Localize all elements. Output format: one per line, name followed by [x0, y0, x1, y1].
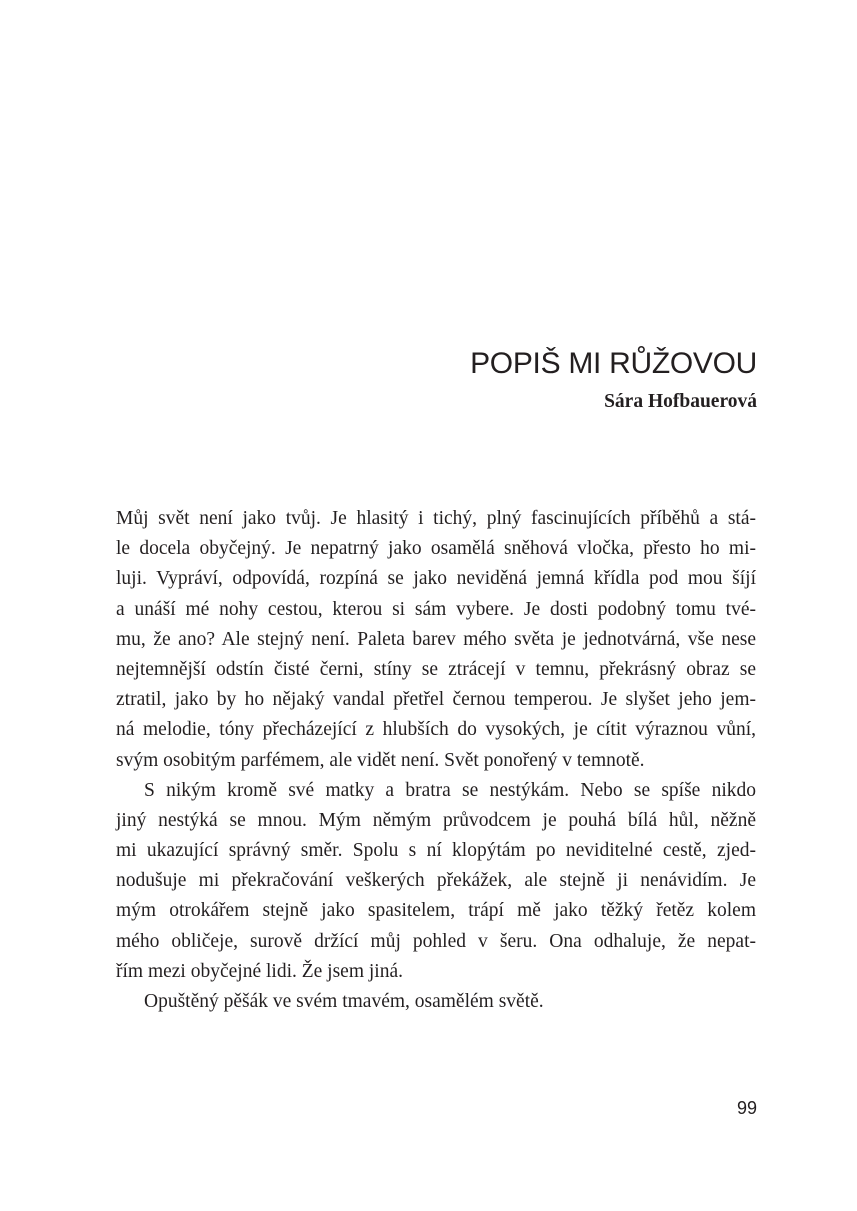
- paragraph: [116, 776, 756, 987]
- text-line: ná melodie, tóny přecházející z hlubších do vysokých, je cítit výraznou vůní,: [116, 719, 756, 741]
- text-line: jiný nestýká se mnou. Mým němým průvodcem je pouhá bílá hůl, něžně: [116, 809, 756, 831]
- text-line: mého obličeje, surově držící můj pohled v šeru. Ona odhaluje, že nepat-: [116, 930, 756, 952]
- text-line: S nikým kromě své matky a bratra se nestýkám. Nebo se spíše nikdo: [144, 779, 756, 801]
- text-line: le docela obyčejný. Je nepatrný jako osamělá sněhová vločka, přesto ho mi-: [116, 538, 756, 560]
- text-line: a unáší mé nohy cestou, kterou si sám vybere. Je dosti podobný tomu tvé-: [116, 598, 756, 620]
- body-text: [116, 504, 756, 1017]
- paragraph: [116, 987, 756, 1017]
- text-line: nejtemnější odstín čisté černi, stíny se ztrácejí v temnu, překrásný obraz se: [116, 658, 756, 680]
- author-name: Sára Hofbauerová: [604, 391, 757, 412]
- text-line: mi ukazující správný směr. Spolu s ní klopýtám po neviditelné cestě, zjed-: [116, 840, 756, 862]
- text-line: mým otrokářem stejně jako spasitelem, trápí mě jako těžký řetěz kolem: [116, 900, 756, 922]
- text-line: Opuštěný pěšák ve svém tmavém, osamělém světě.: [144, 991, 544, 1012]
- text-line: nodušuje mi překračování veškerých překážek, ale stejně ji nenávidím. Je: [116, 870, 756, 892]
- text-line: řím mezi obyčejné lidi. Že jsem jiná.: [116, 960, 403, 982]
- text-line: mu, že ano? Ale stejný není. Paleta barev mého světa je jednotvárná, vše nese: [116, 628, 756, 650]
- text-line: ztratil, jako by ho nějaký vandal přetřel černou temperou. Je slyšet jeho jem-: [116, 689, 756, 711]
- text-line: Můj svět není jako tvůj. Je hlasitý i tichý, plný fascinujících příběhů a stá-: [116, 508, 756, 529]
- page-number: 99: [736, 1098, 757, 1118]
- text-line: svým osobitým parfémem, ale vidět není. Svět ponořený v temnotě.: [116, 749, 645, 771]
- paragraph: [116, 504, 756, 776]
- text-line: luji. Vypráví, odpovídá, rozpíná se jako neviděná jemná křídla pod mou šíjí: [116, 568, 756, 590]
- chapter-title: POPIŠ MI RŮŽOVOU: [470, 347, 757, 380]
